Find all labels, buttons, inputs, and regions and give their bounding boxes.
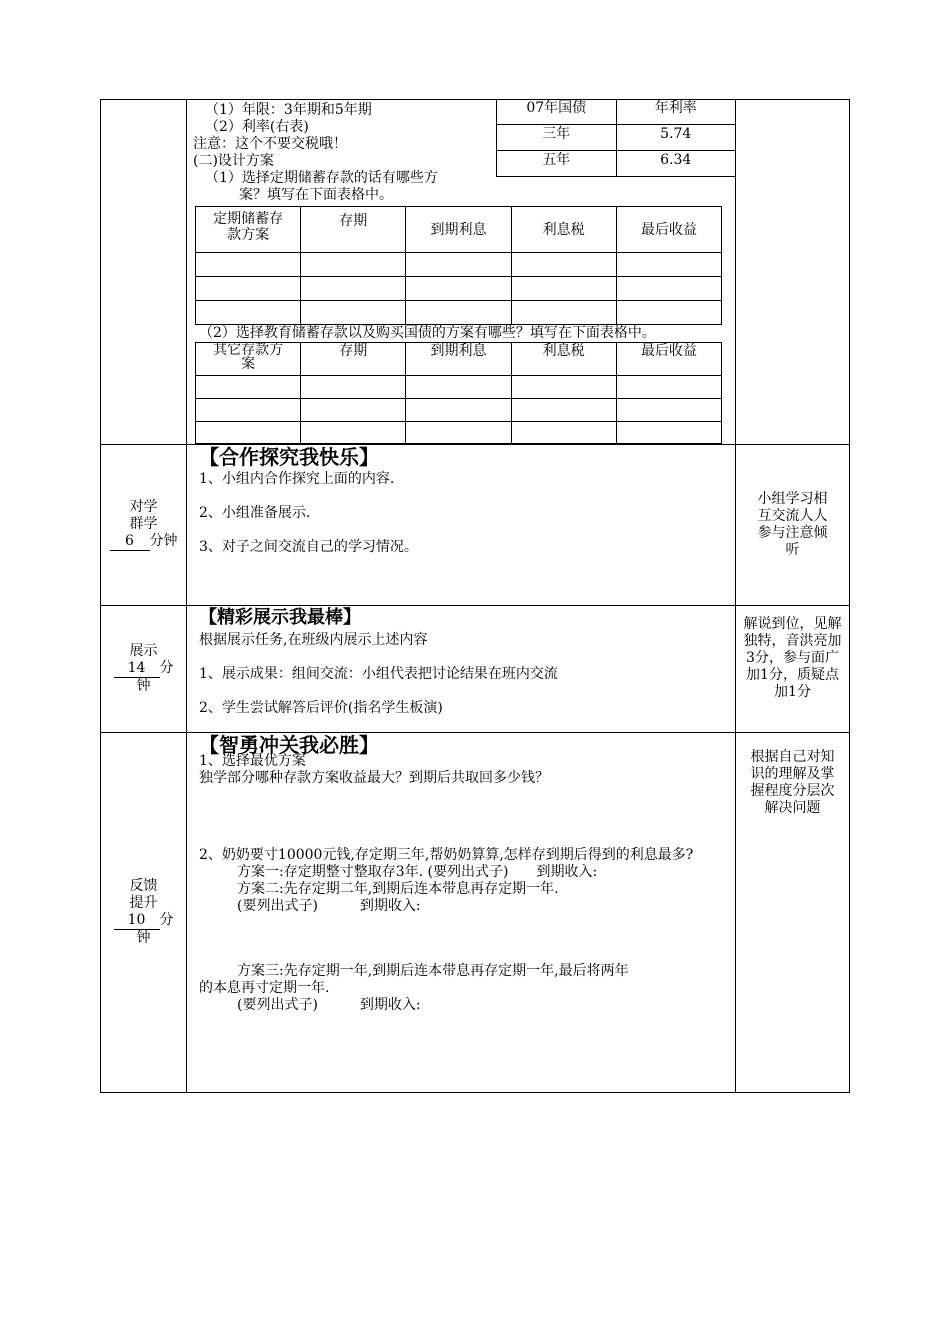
feedback-line-1: 1、选择最优方案 <box>199 753 306 769</box>
rate-value-5: 6.34 <box>616 151 736 177</box>
rate-value-3: 5.74 <box>616 125 736 151</box>
th-term-2: 存期 <box>301 343 406 376</box>
th-tax-2: 利息税 <box>511 343 616 376</box>
question-1a: （1）选择定期储蓄存款的话有哪些方 <box>205 170 438 186</box>
th-tax: 利息税 <box>511 207 616 253</box>
rate-term-3: 三年 <box>497 125 617 151</box>
coop-time <box>101 533 186 551</box>
other-deposit-table <box>195 342 722 444</box>
show-side <box>101 606 187 733</box>
feedback-line-2: 独学部分哪种存款方案收益最大？到期后共取回多少钱？ <box>199 770 549 786</box>
th-plan-2: 其它存款方案 <box>196 343 301 376</box>
bond-rate-table <box>496 99 736 177</box>
th-income: 最后收益 <box>616 207 721 253</box>
coop-item-3: 3、对子之间交流自己的学习情况。 <box>199 539 418 555</box>
coop-minutes: 6 <box>110 533 150 551</box>
show-note <box>736 606 850 733</box>
feedback-line-4: 方案一:存定期整寸整取存3年. (要列出式子) 到期收入: <box>237 864 598 880</box>
show-side-label: 展示 <box>129 643 158 659</box>
question-2: （2）选择教育储蓄存款以及购买国债的方案有哪些？填写在下面表格中。 <box>199 325 656 341</box>
table-row <box>196 399 722 422</box>
feedback-time <box>101 912 186 930</box>
show-minutes: 14 <box>114 660 160 678</box>
feedback-line-9: (要列出式子) 到期收入: <box>237 997 421 1013</box>
feedback-minutes: 10 <box>114 912 160 930</box>
feedback-line-8: 的本息再寸定期一年. <box>199 980 330 996</box>
table-row <box>196 277 722 301</box>
show-unit-b: 钟 <box>136 678 151 694</box>
table-row <box>196 422 722 444</box>
show-title: 【精彩展示我最棒】 <box>199 607 361 628</box>
coop-side <box>101 445 187 606</box>
feedback-note <box>736 733 850 1093</box>
coop-side-label-b: 群学 <box>129 516 158 532</box>
coop-item-2: 2、小组准备展示. <box>199 505 311 521</box>
rate-line: （2）利率(右表) <box>205 119 309 135</box>
feedback-side-label-b: 提升 <box>129 895 158 911</box>
show-unit-a: 分 <box>159 660 174 676</box>
feedback-unit-b: 钟 <box>136 930 151 946</box>
feedback-line-3: 2、奶奶要寸10000元钱,存定期三年,帮奶奶算算,怎样存到期后得到的利息最多? <box>199 847 694 863</box>
table-row <box>497 151 736 177</box>
table-row <box>196 376 722 399</box>
tax-note: 注意：这个不要交税哦！ <box>193 136 347 152</box>
feedback-line-7: 方案三:先存定期一年,到期后连本带息再存定期一年,最后将两年 <box>237 963 629 979</box>
feedback-note-text: 根据自己对知识的理解及掌握程度分层次解决问题 <box>750 749 835 816</box>
show-time <box>101 660 186 678</box>
feedback-side <box>101 733 187 1093</box>
table-row <box>497 125 736 151</box>
th-plan: 定期储蓄存款方案 <box>196 207 301 253</box>
question-1b: 案？填写在下面表格中。 <box>239 187 393 203</box>
coop-side-label-a: 对学 <box>129 499 158 515</box>
section-coop <box>101 445 850 606</box>
th-income-2: 最后收益 <box>616 343 721 376</box>
feedback-side-label-a: 反馈 <box>129 878 158 894</box>
coop-content <box>187 445 736 606</box>
term-line: （1）年限：3年期和5年期 <box>205 102 372 118</box>
fixed-deposit-table <box>195 206 722 325</box>
rate-term-5: 五年 <box>497 151 617 177</box>
show-item-1: 1、展示成果：组间交流：小组代表把讨论结果在班内交流 <box>199 666 558 682</box>
feedback-unit-a: 分 <box>159 912 174 928</box>
th-term: 存期 <box>301 207 406 253</box>
design-heading: (二)设计方案 <box>193 153 274 169</box>
lesson-plan-table <box>100 99 850 1093</box>
show-note-text: 解说到位，见解独特，音洪亮加3分，参与面广加1分，质疑点加1分 <box>743 616 842 700</box>
coop-item-1: 1、小组内合作探究上面的内容. <box>199 471 395 487</box>
rate-header-rate: 年利率 <box>616 99 736 125</box>
side-note-empty <box>736 100 850 445</box>
show-item-0: 根据展示任务,在班级内展示上述内容 <box>199 632 428 648</box>
coop-unit: 分钟 <box>149 533 178 549</box>
table-row <box>196 253 722 277</box>
th-interest: 到期利息 <box>406 207 511 253</box>
feedback-line-5: 方案二:先存定期二年,到期后连本带息再存定期一年. <box>237 881 559 897</box>
coop-title: 【合作探究我快乐】 <box>199 445 379 469</box>
feedback-title: 【智勇冲关我必胜】 <box>199 733 379 757</box>
show-item-2: 2、学生尝试解答后评价(指名学生板演) <box>199 700 443 716</box>
coop-note-text: 小组学习相互交流人人参与注意倾听 <box>757 491 828 558</box>
section-feedback <box>101 733 850 1093</box>
section-design <box>101 100 850 445</box>
section-show <box>101 606 850 733</box>
feedback-line-6: (要列出式子) 到期收入: <box>237 898 421 914</box>
table-row <box>196 301 722 325</box>
side-empty <box>101 100 187 445</box>
show-content <box>187 606 736 733</box>
feedback-content <box>187 733 736 1093</box>
rate-header-bond: 07年国债 <box>497 99 617 125</box>
th-interest-2: 到期利息 <box>406 343 511 376</box>
coop-note <box>736 445 850 606</box>
